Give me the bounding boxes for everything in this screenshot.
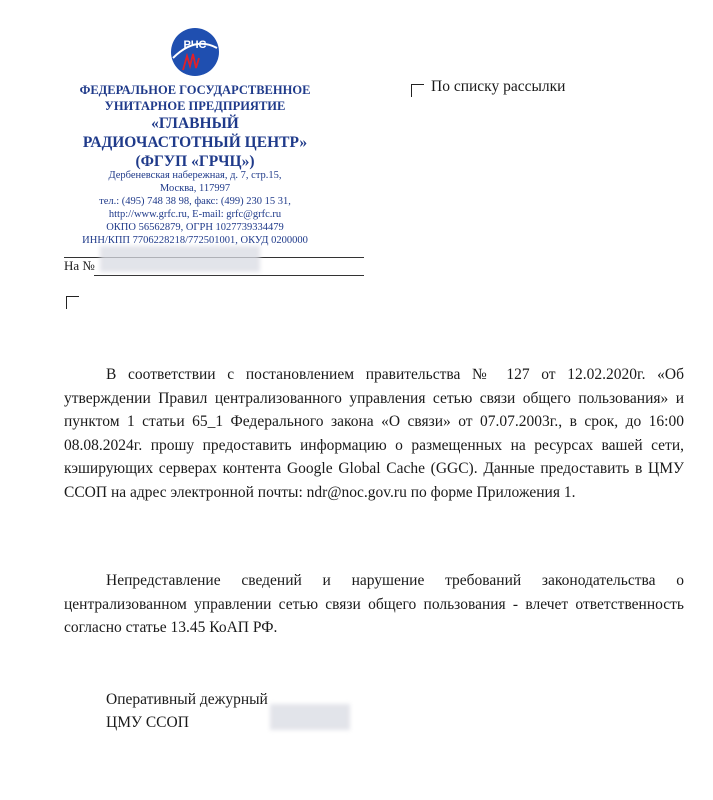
signature-position: Оперативный дежурный xyxy=(106,691,268,708)
org-line-5: (ФГУП «ГРЧЦ») xyxy=(135,153,255,170)
org-line-3: «ГЛАВНЫЙ xyxy=(151,115,239,132)
body-paragraph-1: В соответствии с постановлением правительства № 127 от 12.02.2020г. «Об утверждении Правил централизованного управления сетью связи общего пользования» и пунктом 1 статьи 65_1 Федерального закона «О связи» от 07.07.2003г., в срок, до 16:00 08.08.2024г. прошу предоставить информацию о размещенных на ресурсах вашей сети, кэширующих серверах контента Google Global Cache (GGC). Данные предоставить в ЦМУ ССОП на адрес электронной почты: ndr@noc.gov.ru по форме Приложения 1. xyxy=(64,366,684,501)
org-okpo: ОКПО 56562879, ОГРН 1027739334479 xyxy=(106,222,284,233)
redacted-signature xyxy=(270,704,350,730)
body-paragraph-2: Непредставление сведений и нарушение требований законодательства о централизованном управлении сетью связи общего пользования - влечет ответственность согласно статье 13.45 КоАП РФ. xyxy=(64,572,684,636)
org-details xyxy=(70,169,320,247)
org-line-2: УНИТАРНОЕ ПРЕДПРИЯТИЕ xyxy=(104,99,286,113)
ref-number-line xyxy=(94,275,364,276)
org-name xyxy=(70,82,320,171)
org-line-4: РАДИОЧАСТОТНЫЙ ЦЕНТР» xyxy=(82,134,308,151)
redacted-ref xyxy=(100,246,260,272)
ref-number-label: На № xyxy=(64,258,95,273)
org-address-2: Москва, 117997 xyxy=(159,183,231,194)
org-line-1: ФЕДЕРАЛЬНОЕ ГОСУДАРСТВЕННОЕ xyxy=(79,83,311,97)
org-inn: ИНН/КПП 7706228218/772501001, ОКУД 0200000 xyxy=(82,235,308,246)
addressee-bracket xyxy=(411,84,424,97)
org-address-1: Дербеневская набережная, д. 7, стр.15, xyxy=(108,170,282,181)
subject-bracket xyxy=(66,296,79,309)
org-web: http://www.grfc.ru, E-mail: grfc@grfc.ru xyxy=(108,209,282,220)
addressee-mailing-list: По списку рассылки xyxy=(431,78,566,95)
org-logo xyxy=(169,26,221,78)
logo-text: РЧС xyxy=(183,39,207,51)
org-phones: тел.: (495) 748 38 98, факс: (499) 230 15 31, xyxy=(99,196,291,207)
signature-unit: ЦМУ ССОП xyxy=(106,714,189,731)
